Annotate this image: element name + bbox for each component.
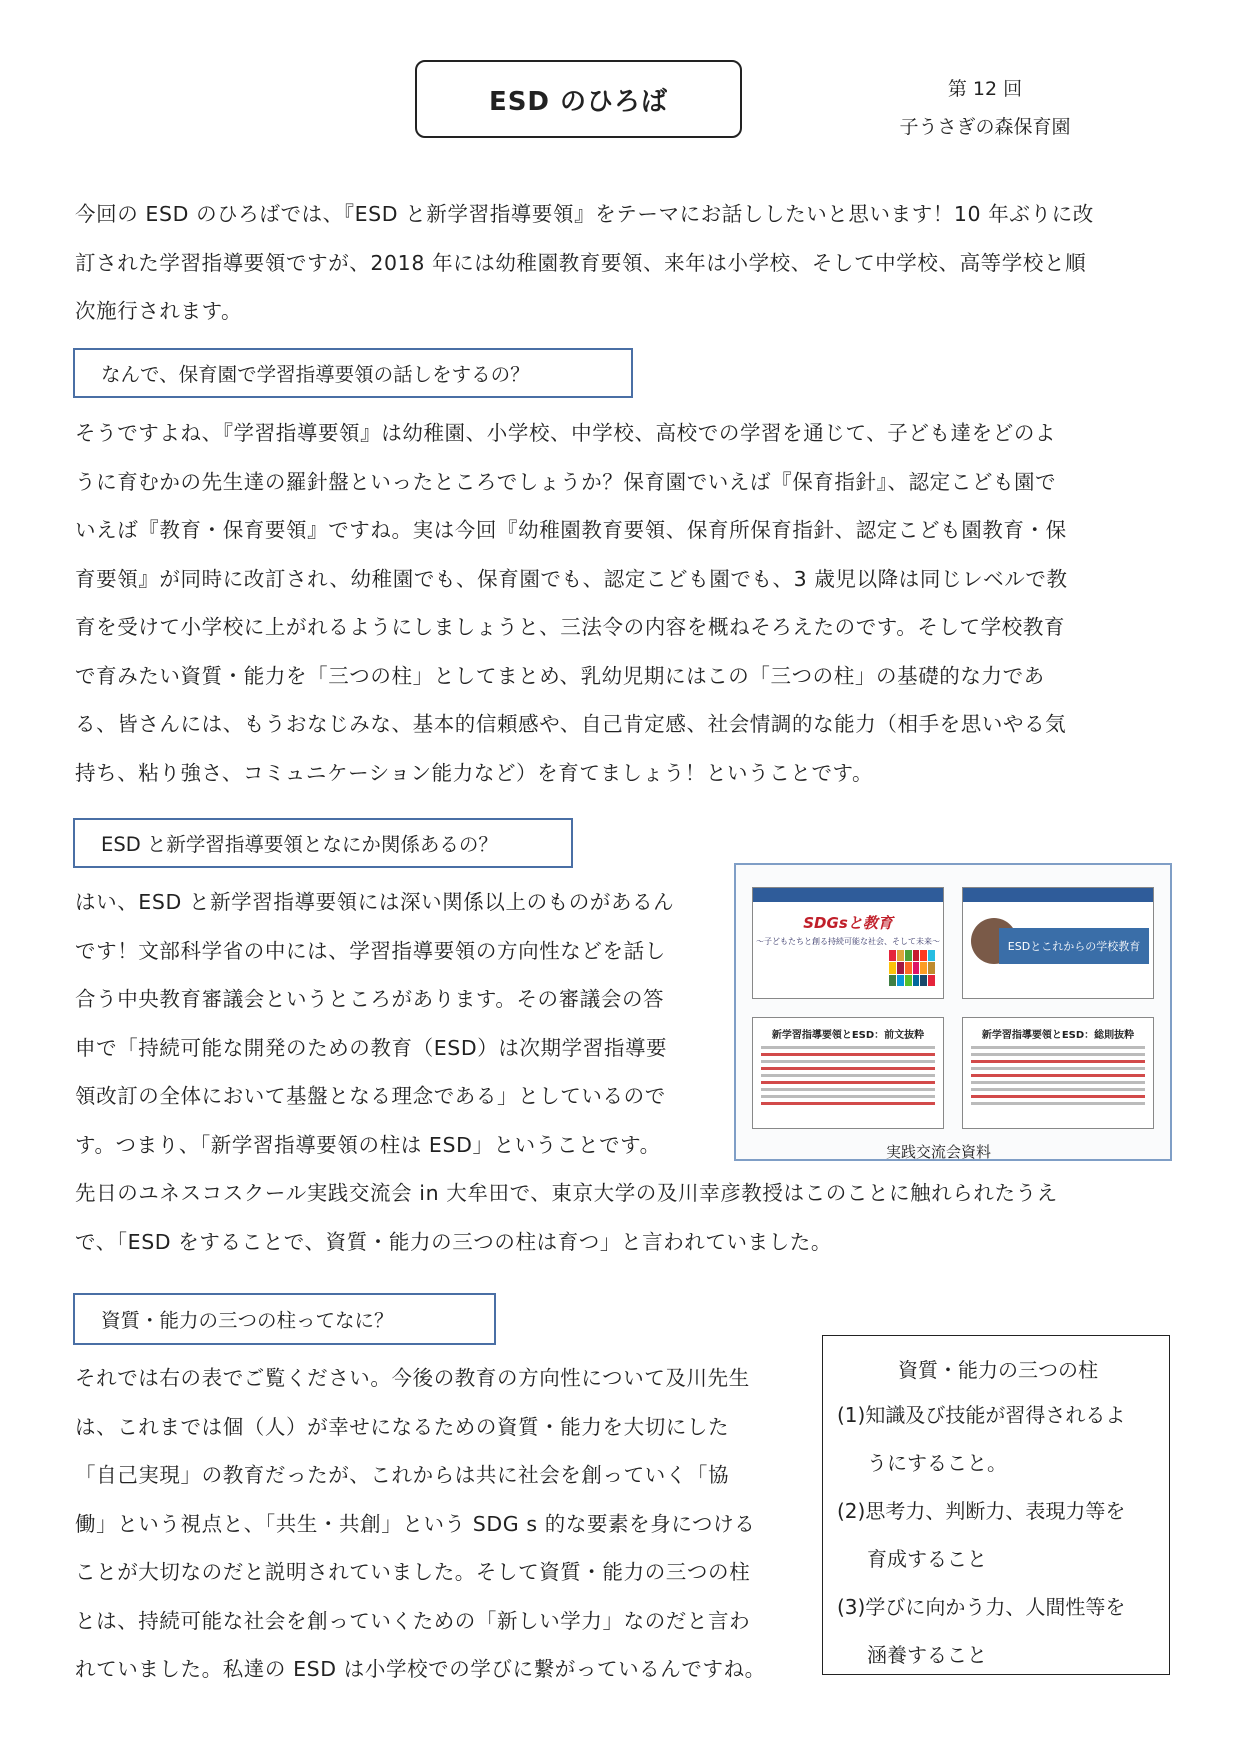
sdg-tile bbox=[928, 962, 935, 973]
section3-line: 働」という視点と、「共生・共創」という SDG s 的な要素を身につける bbox=[75, 1511, 756, 1536]
slide-sdgs-education bbox=[752, 887, 944, 999]
section3-line: とは、持続可能な社会を創っていくための「新しい学力」なのだと言わ bbox=[75, 1608, 751, 1633]
slide-esd-school-education bbox=[962, 887, 1154, 999]
section1-line: 育を受けて小学校に上がれるようにしましょうと、三法令の内容を概ねそろえたのです。そして学校教育 bbox=[75, 615, 1066, 639]
section2-line: です！文部科学省の中には、学習指導要領の方向性などを話し bbox=[75, 938, 666, 963]
intro-line: 今回の ESD のひろばでは、『ESD と新学習指導要領』をテーマにお話ししたいと思います！10 年ぶりに改 bbox=[75, 202, 1094, 226]
section1-line: で育みたい資質・能力を「三つの柱」としてまとめ、乳幼児期にはこの「三つの柱」の基礎的な力であ bbox=[75, 663, 1045, 688]
section3-paragraph bbox=[75, 1354, 815, 1694]
section1-line: る、皆さんには、もうおなじみな、基本的信頼感や、自己肯定感、社会情調的な能力（相手を思いやる気 bbox=[75, 712, 1067, 736]
sdg-tile bbox=[928, 950, 935, 961]
section-heading-esd-relation: ESD と新学習指導要領となにか関係あるの？ bbox=[73, 818, 573, 868]
section-heading-why-nursery: なんで、保育園で学習指導要領の話しをするの？ bbox=[73, 348, 633, 398]
slide-title: SDGsと教育 bbox=[803, 914, 893, 932]
slide-subtitle: 〜子どもたちと創る持続可能な社会、そして未来〜 bbox=[756, 937, 940, 946]
pillar-item bbox=[837, 1583, 1159, 1679]
slide-title: ESDとこれからの学校教育 bbox=[999, 928, 1149, 964]
sdg-tile bbox=[913, 962, 920, 973]
pillar-item-cont: 育成すること bbox=[867, 1547, 987, 1571]
issue-number: 第 12 回 bbox=[947, 78, 1023, 100]
section2-line: 合う中央教育審議会というところがあります。その審議会の答 bbox=[75, 987, 665, 1011]
section1-line: うに育むかの先生達の羅針盤といったところでしょうか？保育園でいえば『保育指針』、認定こども園で bbox=[75, 469, 1057, 494]
slide-title: 新学習指導要領とESD：前文抜粋 bbox=[771, 1030, 925, 1041]
section1-paragraph bbox=[75, 409, 1185, 797]
section2-line: す。つまり、「新学習指導要領の柱は ESD」ということです。 bbox=[75, 1132, 661, 1157]
three-pillars-box bbox=[822, 1335, 1170, 1675]
sdg-tile bbox=[897, 975, 904, 986]
sdg-tile bbox=[905, 962, 912, 973]
sdg-tile bbox=[920, 975, 927, 986]
slide-title: 新学習指導要領とESD：総則抜粋 bbox=[981, 1030, 1135, 1041]
sdg-tile bbox=[897, 950, 904, 961]
sdg-tile bbox=[897, 962, 904, 973]
section-heading-three-pillars: 資質・能力の三つの柱ってなに？ bbox=[73, 1293, 496, 1345]
sdg-tile bbox=[920, 950, 927, 961]
pillar-item bbox=[837, 1487, 1159, 1583]
section1-line: いえば『教育・保育要領』ですね。実は今回『幼稚園教育要領、保育所保育指針、認定こども園教育・保 bbox=[75, 518, 1067, 542]
section1-line: 持ち、粘り強さ、コミュニケーション能力など）を育てましょう！ということです。 bbox=[75, 760, 874, 785]
section3-line: それでは右の表でご覧ください。今後の教育の方向性について及川先生 bbox=[75, 1366, 750, 1390]
school-name: 子うさぎの森保育園 bbox=[899, 116, 1071, 138]
pillars-title: 資質・能力の三つの柱 bbox=[898, 1358, 1098, 1382]
section2-line: 先日のユネスコスクール実践交流会 in 大牟田で、東京大学の及川幸彦教授はこのことに触れられたうえ bbox=[75, 1181, 1058, 1205]
section3-line: ことが大切なのだと説明されていました。そして資質・能力の三つの柱 bbox=[75, 1560, 751, 1584]
section2-paragraph-continued bbox=[75, 1169, 1185, 1266]
section2-line: 申で「持続可能な開発のための教育（ESD）は次期学習指導要 bbox=[75, 1035, 668, 1060]
sdg-icons-grid bbox=[889, 950, 935, 986]
section3-line: 「自己実現」の教育だったが、これからは共に社会を創っていく「協 bbox=[75, 1463, 730, 1487]
intro-line: 次施行されます。 bbox=[75, 299, 243, 323]
pillar-item bbox=[837, 1391, 1159, 1487]
section3-line: れていました。私達の ESD は小学校での学びに繋がっているんですね。 bbox=[75, 1657, 766, 1681]
pillar-item-text: (2)思考力、判断力、表現力等を bbox=[837, 1499, 1126, 1523]
section1-line: そうですよね、『学習指導要領』は幼稚園、小学校、中学校、高校での学習を通じて、子ども達をどのよ bbox=[75, 421, 1057, 445]
sdg-tile bbox=[889, 962, 896, 973]
section3-line: は、これまでは個（人）が幸せになるための資質・能力を大切にした bbox=[75, 1414, 730, 1439]
issue-info bbox=[870, 70, 1100, 146]
pillar-item-text: (3)学びに向かう力、人間性等を bbox=[837, 1595, 1126, 1619]
intro-line: 訂された学習指導要領ですが、2018 年には幼稚園教育要領、来年は小学校、そして中学校、高等学校と順 bbox=[75, 250, 1087, 275]
pillar-item-cont: うにすること。 bbox=[867, 1451, 1007, 1475]
slide-general-provisions-excerpt bbox=[962, 1017, 1154, 1129]
figure-caption: 実践交流会資料 bbox=[886, 1143, 992, 1161]
sdg-tile bbox=[913, 950, 920, 961]
pillar-item-cont: 涵養すること bbox=[867, 1643, 987, 1667]
sdg-tile bbox=[889, 975, 896, 986]
sdg-tile bbox=[928, 975, 935, 986]
conference-slides-figure bbox=[734, 863, 1172, 1161]
section2-paragraph bbox=[75, 878, 725, 1169]
sdg-tile bbox=[905, 975, 912, 986]
sdg-tile bbox=[913, 975, 920, 986]
intro-paragraph bbox=[75, 190, 1185, 336]
section1-line: 育要領』が同時に改訂され、幼稚園でも、保育園でも、認定こども園でも、3 歳児以降は同じレベルで教 bbox=[75, 566, 1068, 591]
section2-line: はい、ESD と新学習指導要領には深い関係以上のものがあるん bbox=[75, 890, 675, 914]
section2-line: 領改訂の全体において基盤となる理念である」としているので bbox=[75, 1084, 666, 1108]
newsletter-title: ESD のひろば bbox=[415, 60, 742, 138]
slide-preamble-excerpt bbox=[752, 1017, 944, 1129]
pillar-item-text: (1)知識及び技能が習得されるよ bbox=[837, 1403, 1126, 1427]
section2-line: で、「ESD をすることで、資質・能力の三つの柱は育つ」と言われていました。 bbox=[75, 1229, 832, 1254]
sdg-tile bbox=[889, 950, 896, 961]
sdg-tile bbox=[920, 962, 927, 973]
sdg-tile bbox=[905, 950, 912, 961]
